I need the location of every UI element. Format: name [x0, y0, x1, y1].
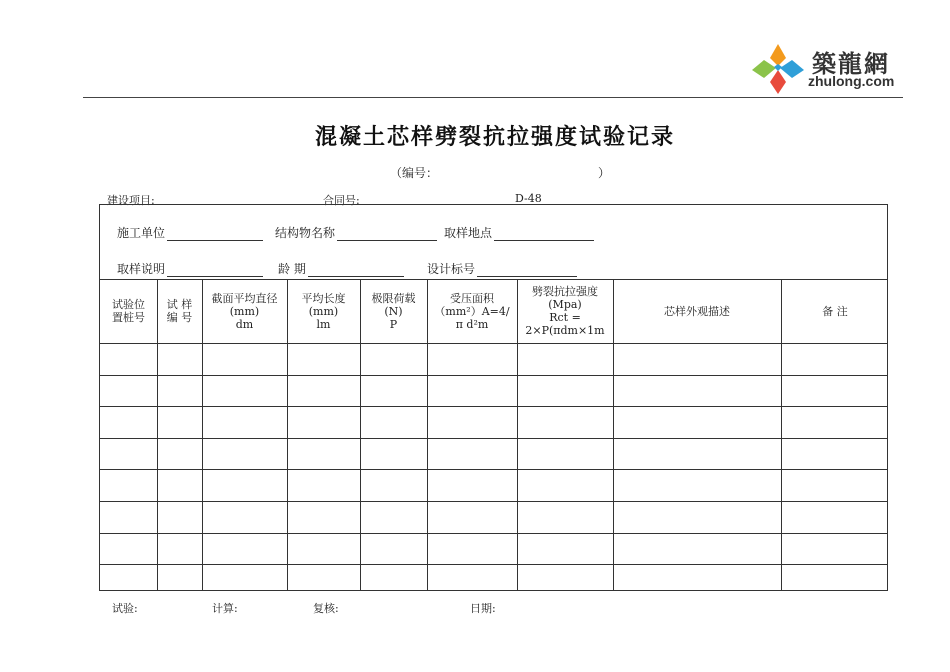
form-code: D-48	[515, 192, 542, 205]
sampling-location-label: 取样地点	[444, 226, 493, 240]
col-header-length: 平均长度 (mm) lm	[301, 291, 346, 331]
table-row	[100, 438, 887, 439]
table-row	[100, 533, 887, 534]
table-row	[100, 469, 887, 470]
footer-test: 试验:	[112, 602, 138, 615]
logo-name-cn: 築龍網	[812, 49, 890, 78]
age-field	[278, 260, 404, 277]
col-divider	[287, 279, 288, 590]
header-rule	[83, 97, 903, 98]
sampling-desc-label: 取样说明	[117, 262, 166, 276]
col-header-station: 试验位 置桩号	[112, 298, 145, 324]
design-grade-field	[427, 260, 577, 277]
table-row	[100, 564, 887, 565]
col-header-area: 受压面积 （mm²）A=4/ π d²m	[434, 291, 510, 331]
col-divider	[427, 279, 428, 590]
footer-date: 日期:	[470, 602, 496, 615]
sampling-location-blank[interactable]	[494, 228, 594, 241]
project-label: 建设项目:	[107, 194, 155, 207]
record-form	[99, 204, 888, 591]
sampling-desc-field	[117, 260, 263, 277]
logo-mark-icon	[750, 40, 806, 98]
col-divider	[517, 279, 518, 590]
sampling-desc-blank[interactable]	[167, 264, 263, 277]
record-number	[390, 164, 610, 181]
contract-label: 合同号:	[323, 194, 360, 207]
structure-name-blank[interactable]	[337, 228, 437, 241]
design-grade-blank[interactable]	[477, 264, 577, 277]
structure-name-label: 结构物名称	[275, 226, 336, 240]
col-divider	[202, 279, 203, 590]
table-row	[100, 343, 887, 344]
col-divider	[781, 279, 782, 590]
data-table	[100, 279, 887, 590]
table-row	[100, 406, 887, 407]
number-close: ）	[598, 166, 611, 180]
logo-name-en: zhulong.com	[808, 73, 895, 89]
table-row	[100, 501, 887, 502]
zhulong-logo	[750, 40, 910, 98]
col-header-load: 极限荷载 (N) P	[371, 291, 416, 331]
col-header-strength: 劈裂抗拉强度 (Mpa) Rct = 2×P(πdm×1m	[525, 285, 605, 337]
col-header-sample-no: 试 样 编 号	[166, 298, 193, 324]
age-blank[interactable]	[308, 264, 404, 277]
age-label: 龄 期	[278, 262, 306, 276]
construction-unit-blank[interactable]	[167, 228, 263, 241]
construction-unit-label: 施工单位	[117, 226, 166, 240]
table-row	[100, 375, 887, 376]
number-open: （编号：	[390, 166, 439, 180]
sampling-location-field	[444, 224, 594, 241]
structure-name-field	[275, 224, 437, 241]
col-divider	[157, 279, 158, 590]
col-header-appearance: 芯样外观描述	[664, 304, 730, 318]
footer-calc: 计算:	[212, 602, 238, 615]
col-divider	[613, 279, 614, 590]
construction-unit-field	[117, 224, 263, 241]
page-title: 混凝土芯样劈裂抗拉强度试验记录	[314, 124, 675, 150]
col-divider	[360, 279, 361, 590]
col-header-diameter: 截面平均直径 (mm) dm	[211, 291, 278, 331]
col-header-remarks: 备 注	[822, 304, 848, 318]
footer-review: 复核:	[313, 602, 339, 615]
design-grade-label: 设计标号	[427, 262, 476, 276]
